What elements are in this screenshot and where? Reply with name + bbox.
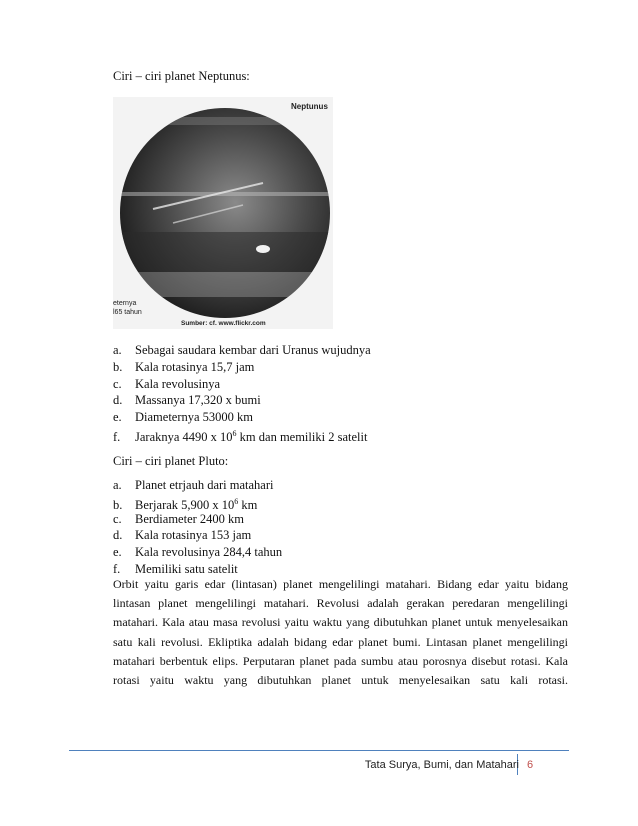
list-text: km dan memiliki 2 satelit [236,430,368,445]
figure-side-fragment-2: l65 tahun [113,309,142,316]
list-text: Diameternya 53000 km [135,410,254,425]
list-text: Kala rotasinya 15,7 jam [135,359,255,374]
list-text: Massanya 17,320 x bumi [135,393,261,408]
figure-side-fragment-1: eternya [113,300,137,307]
footer-title: Tata Surya, Bumi, dan Matahari [364,759,519,771]
list-marker: b. [113,497,123,512]
superscript: 6 [234,496,239,506]
superscript: 6 [232,428,237,438]
figure-label: Neptunus [291,102,328,111]
page-number: 6 [527,759,534,771]
list-item [113,426,371,443]
neptune-characteristics-list [113,342,371,443]
list-marker: a. [113,343,122,357]
page-number-box [517,754,570,775]
list-item [113,494,282,511]
list-text: Kala revolusinya 284,4 tahun [135,545,283,560]
list-marker: d. [113,393,123,408]
list-text: km [238,497,258,512]
pluto-characteristics-list [113,477,282,578]
list-text: Kala rotasinya 153 jam [135,528,252,543]
list-marker: e. [113,545,122,560]
list-item [113,392,371,409]
neptune-image [113,97,333,329]
figure-source: Sumber: cf. www.flickr.com [181,320,266,327]
list-marker: d. [113,528,123,543]
list-item [113,527,282,544]
list-marker: b. [113,359,123,374]
list-text: Planet etrjauh dari matahari [135,478,274,492]
neptune-heading: Ciri – ciri planet Neptunus: [113,69,250,83]
list-text: Kala revolusinya [135,376,221,391]
list-marker: f. [113,561,121,576]
list-marker: c. [113,376,122,391]
list-text: Memiliki satu satelit [135,561,238,576]
list-text: Berjarak 5,900 x 10 [135,497,235,512]
list-item [113,342,371,359]
list-item [113,359,371,376]
list-text: Berdiameter 2400 km [135,511,244,526]
footer-divider [69,750,569,751]
list-item [113,477,282,494]
orbit-paragraph: Orbit yaitu garis edar (lintasan) planet mengelilingi matahari. Bidang edar yaitu bidang lintasan planet mengelilingi matahari. Revolusi adalah gerakan peredaran mengelilingi matahari. Kala atau masa revolusi yaitu waktu yang dibutuhkan planet untuk menyelesaikan satu kali revolusi. Ekliptika adalah bidang edar planet bumi. Lintasan planet mengelilingi matahari berbentuk elips. Perputaran planet pada sumbu atau porosnya disebut rotasi. Kala rotasi yaitu waktu yang dibutuhkan planet untuk menyelesaikan satu kali rotasi. [113,577,568,688]
list-item [113,511,282,528]
list-marker: c. [113,511,122,526]
list-item [113,409,371,426]
list-item [113,376,371,393]
list-marker: f. [113,430,121,445]
list-marker: e. [113,410,122,425]
list-marker: a. [113,478,122,492]
pluto-heading: Ciri – ciri planet Pluto: [113,454,229,468]
list-text: Sebagai saudara kembar dari Uranus wujudnya [135,343,371,357]
list-item [113,544,282,561]
list-text: Jaraknya 4490 x 10 [135,430,233,445]
